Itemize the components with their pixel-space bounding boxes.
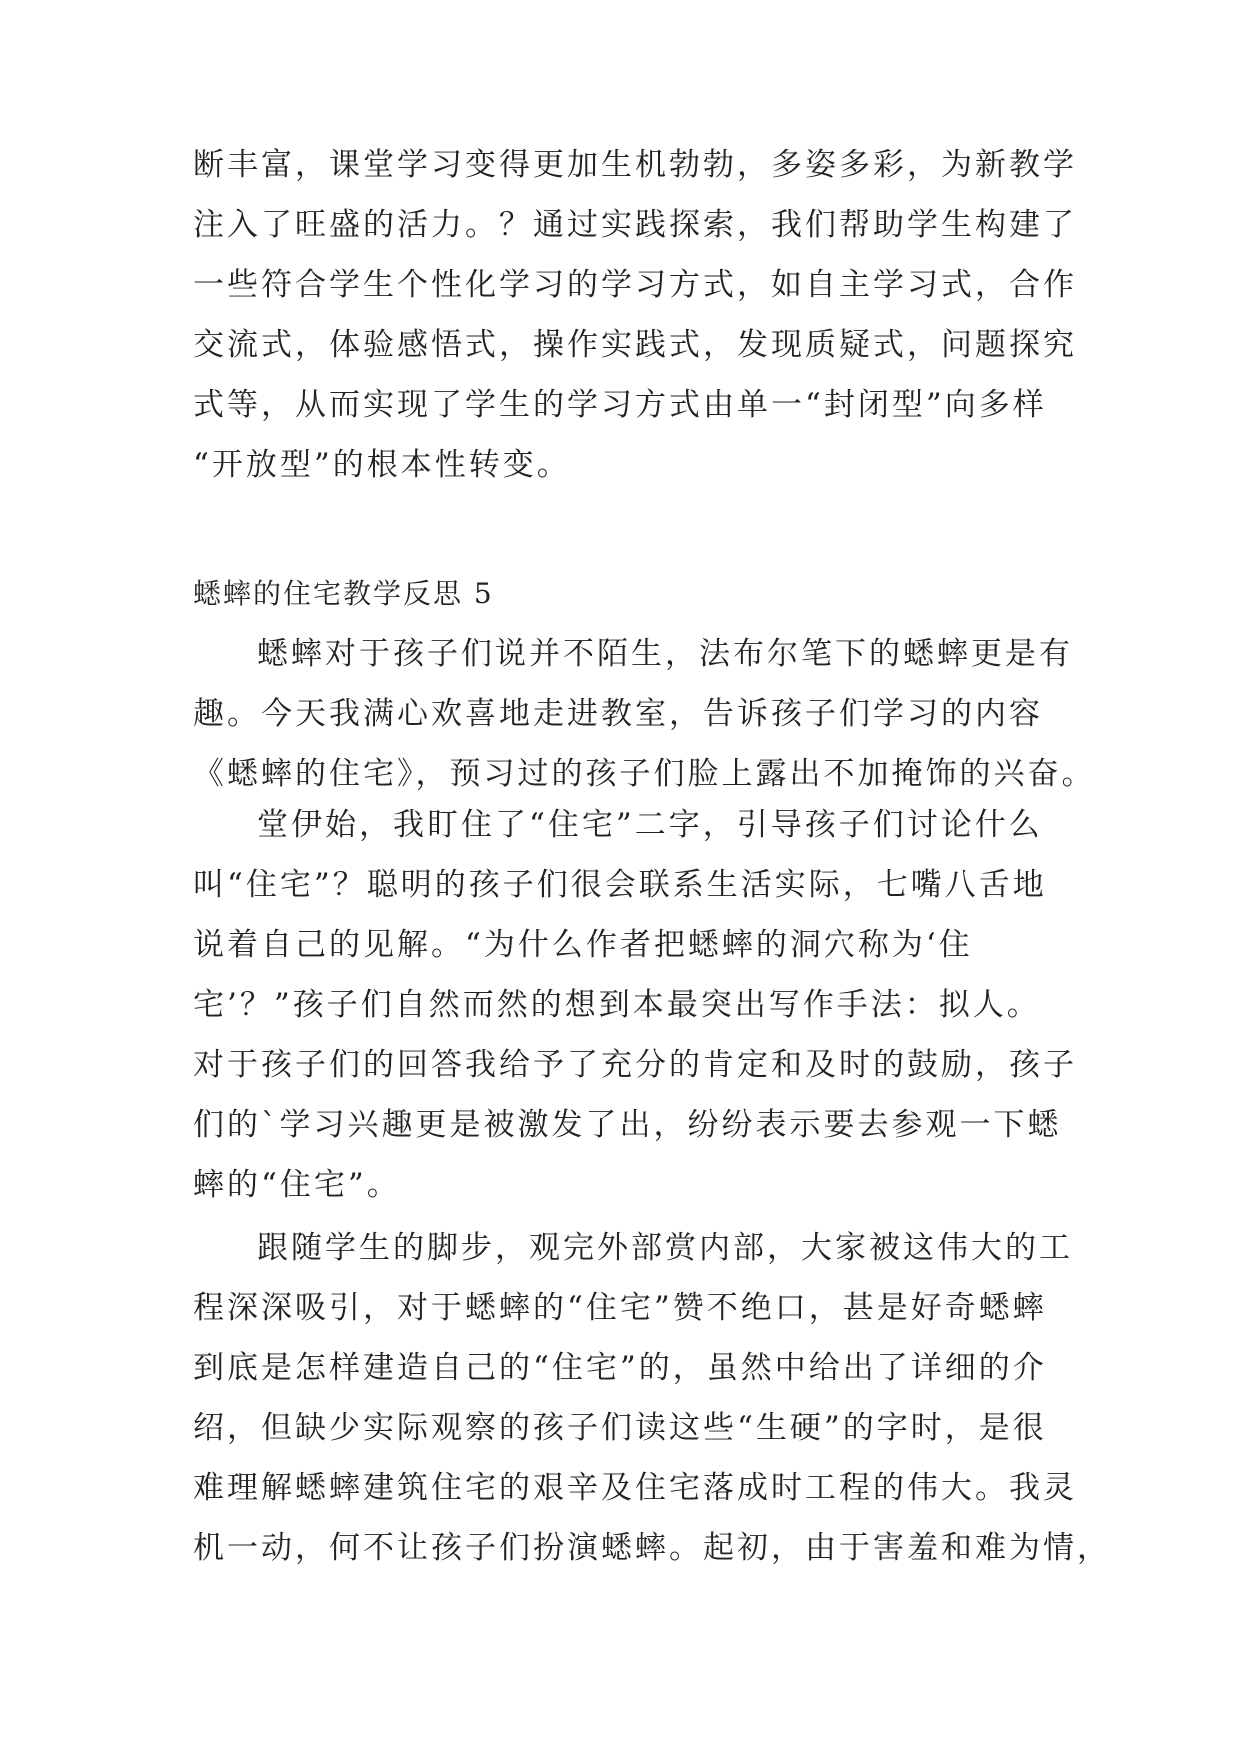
text-line: 断丰富，课堂学习变得更加生机勃勃，多姿多彩，为新教学 [193,147,1077,183]
text-line: 式等，从而实现了学生的学习方式由单一“封闭型”向多样 [193,387,1047,423]
text-line: 程深深吸引，对于蟋蟀的“住宅”赞不绝口，甚是好奇蟋蟀 [193,1290,1047,1326]
intro-paragraph [193,135,1077,495]
paragraph-1 [193,624,1096,804]
paragraph-2 [193,795,1077,1215]
text-line: 对于孩子们的回答我给予了充分的肯定和及时的鼓励，孩子 [193,1047,1077,1083]
text-line: 们的`学习兴趣更是被激发了出，纷纷表示要去参观一下蟋 [193,1107,1062,1143]
text-line: 趣。今天我满心欢喜地走进教室，告诉孩子们学习的内容 [193,696,1043,732]
text-line: 一些符合学生个性化学习的学习方式，如自主学习式，合作 [193,267,1077,303]
text-line: 蟀的“住宅”。 [193,1167,401,1203]
text-line: 叫“住宅”？聪明的孩子们很会联系生活实际，七嘴八舌地 [193,867,1047,903]
text-line: 《蟋蟀的住宅》，预习过的孩子们脸上露出不加掩饰的兴奋。 [193,756,1096,792]
section-title: 蟋蟀的住宅教学反思 5 [193,577,494,610]
text-line: 宅’？”孩子们自然而然的想到本最突出写作手法：拟人。 [193,987,1041,1023]
text-line: 难理解蟋蟀建筑住宅的艰辛及住宅落成时工程的伟大。我灵 [193,1470,1077,1506]
text-line: 机一动，何不让孩子们扮演蟋蟀。起初，由于害羞和难为情， [193,1530,1111,1566]
section-title-block [193,566,1053,622]
paragraph-3 [193,1218,1111,1578]
text-line: 跟随学生的脚步，观完外部赏内部，大家被这伟大的工 [257,1230,1073,1266]
text-line: 绍，但缺少实际观察的孩子们读这些“生硬”的字时，是很 [193,1410,1047,1446]
text-line: 交流式，体验感悟式，操作实践式，发现质疑式，问题探究 [193,327,1077,363]
text-line: 蟋蟀对于孩子们说并不陌生，法布尔笔下的蟋蟀更是有 [257,636,1073,672]
text-line: “开放型”的根本性转变。 [193,447,571,483]
text-line: 注入了旺盛的活力。？通过实践探索，我们帮助学生构建了 [193,207,1077,243]
text-line: 堂伊始，我盯住了“住宅”二字，引导孩子们讨论什么 [257,807,1043,843]
text-line: 说着自己的见解。“为什么作者把蟋蟀的洞穴称为‘住 [193,927,973,963]
text-line: 到底是怎样建造自己的“住宅”的，虽然中给出了详细的介 [193,1350,1047,1386]
